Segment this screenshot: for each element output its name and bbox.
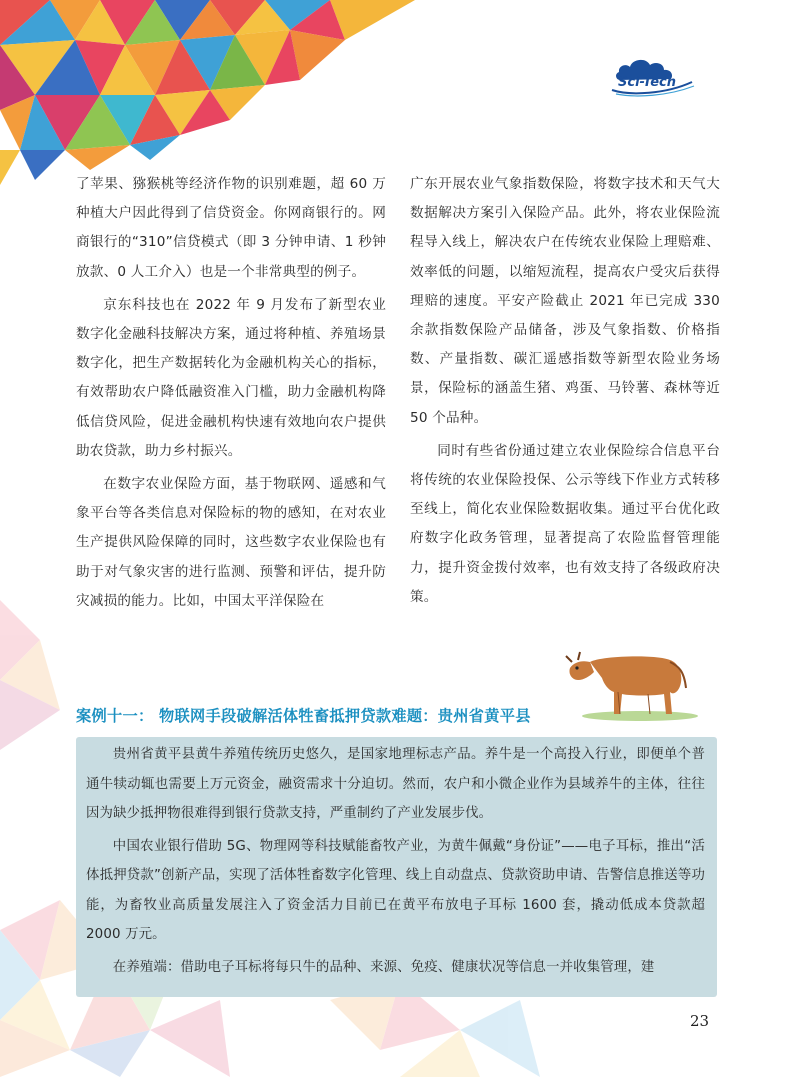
case-study-box xyxy=(76,737,717,997)
svg-text:Sci-Tech: Sci-Tech xyxy=(618,75,676,90)
paragraph: 京东科技也在 2022 年 9 月发布了新型农业数字化金融科技解决方案，通过将种植、养殖场景数字化，把生产数据转化为金融机构关心的指标，有效帮助农户降低融资准入门槛，助力金融机构降低信贷风险，促进金融机构快速有效地向农户提供助农贷款，助力乡村振兴。 xyxy=(76,296,386,459)
left-text-column xyxy=(76,170,386,616)
cow-illustration xyxy=(560,632,700,722)
paragraph: 在数字农业保险方面，基于物联网、遥感和气象平台等各类信息对保险标的物的感知，在对农业生产提供风险保障的同时，这些数字农业保险也有助于对气象灾害的进行监测、预警和评估，提升防灾减损的能力。比如，中国太平洋保险在 xyxy=(76,476,386,609)
sci-tech-cloud-logo xyxy=(608,54,700,98)
paragraph: 中国农业银行借助 5G、物理网等科技赋能畜牧产业，为黄牛佩戴“身份证”——电子耳标，推出“活体抵押贷款”创新产品，实现了活体牲畜数字化管理、线上自动盘点、贷款资助申请、告警信息推送等功能，为畜牧业高质量发展注入了资金活力目前已在黄平布放电子耳标 1600 套，撬动低成本贷款超 2000 万元。 xyxy=(86,838,705,942)
sci-tech-logo xyxy=(608,54,700,98)
triangle-mosaic-decoration xyxy=(0,0,420,185)
page-number: 23 xyxy=(690,1012,710,1030)
paragraph: 了苹果、猕猴桃等经济作物的识别难题，超 60 万种植大户因此得到了信贷资金。你网商银行的。网商银行的“310”信贷模式（即 3 分钟申请、1 秒钟放款、0 人工介入）也是一个非常典型的例子。 xyxy=(76,176,386,280)
paragraph: 在养殖端：借助电子耳标将每只牛的品种、来源、免疫、健康状况等信息一并收集管理，建 xyxy=(112,959,655,975)
case-study-title: 案例十一： 物联网手段破解活体牲畜抵押贷款难题：贵州省黄平县 xyxy=(76,707,531,725)
paragraph: 贵州省黄平县黄牛养殖传统历史悠久，是国家地理标志产品。养牛是一个高投入行业，即便单个普通牛犊动辄也需要上万元资金，融资需求十分迫切。然而，农户和小微企业作为县域养牛的主体，往往因为缺少抵押物很难得到银行贷款支持，严重制约了产业发展步伐。 xyxy=(86,747,705,821)
right-text-column xyxy=(410,170,720,612)
paragraph: 同时有些省份通过建立农业保险综合信息平台将传统的农业保险投保、公示等线下作业方式转移至线上，简化农业保险数据收集。通过平台优化政府数字化政务管理，显著提高了农险监督管理能力，提升资金拨付效率，也有效支持了各级政府决策。 xyxy=(410,442,720,605)
paragraph: 广东开展农业气象指数保险，将数字技术和天气大数据解决方案引入保险产品。此外，将农业保险流程导入线上，解决农户在传统农业保险上理赔难、效率低的问题，以缩短流程，提高农户受灾后获得理赔的速度。平安产险截止 2021 年已完成 330 余款指数保险产品储备，涉及气象指数、价格指数、产量指数、碳汇遥感指数等新型农险业务场景，保险标的涵盖生猪、鸡蛋、马铃薯、森林等近 50 个品种。 xyxy=(410,176,720,426)
